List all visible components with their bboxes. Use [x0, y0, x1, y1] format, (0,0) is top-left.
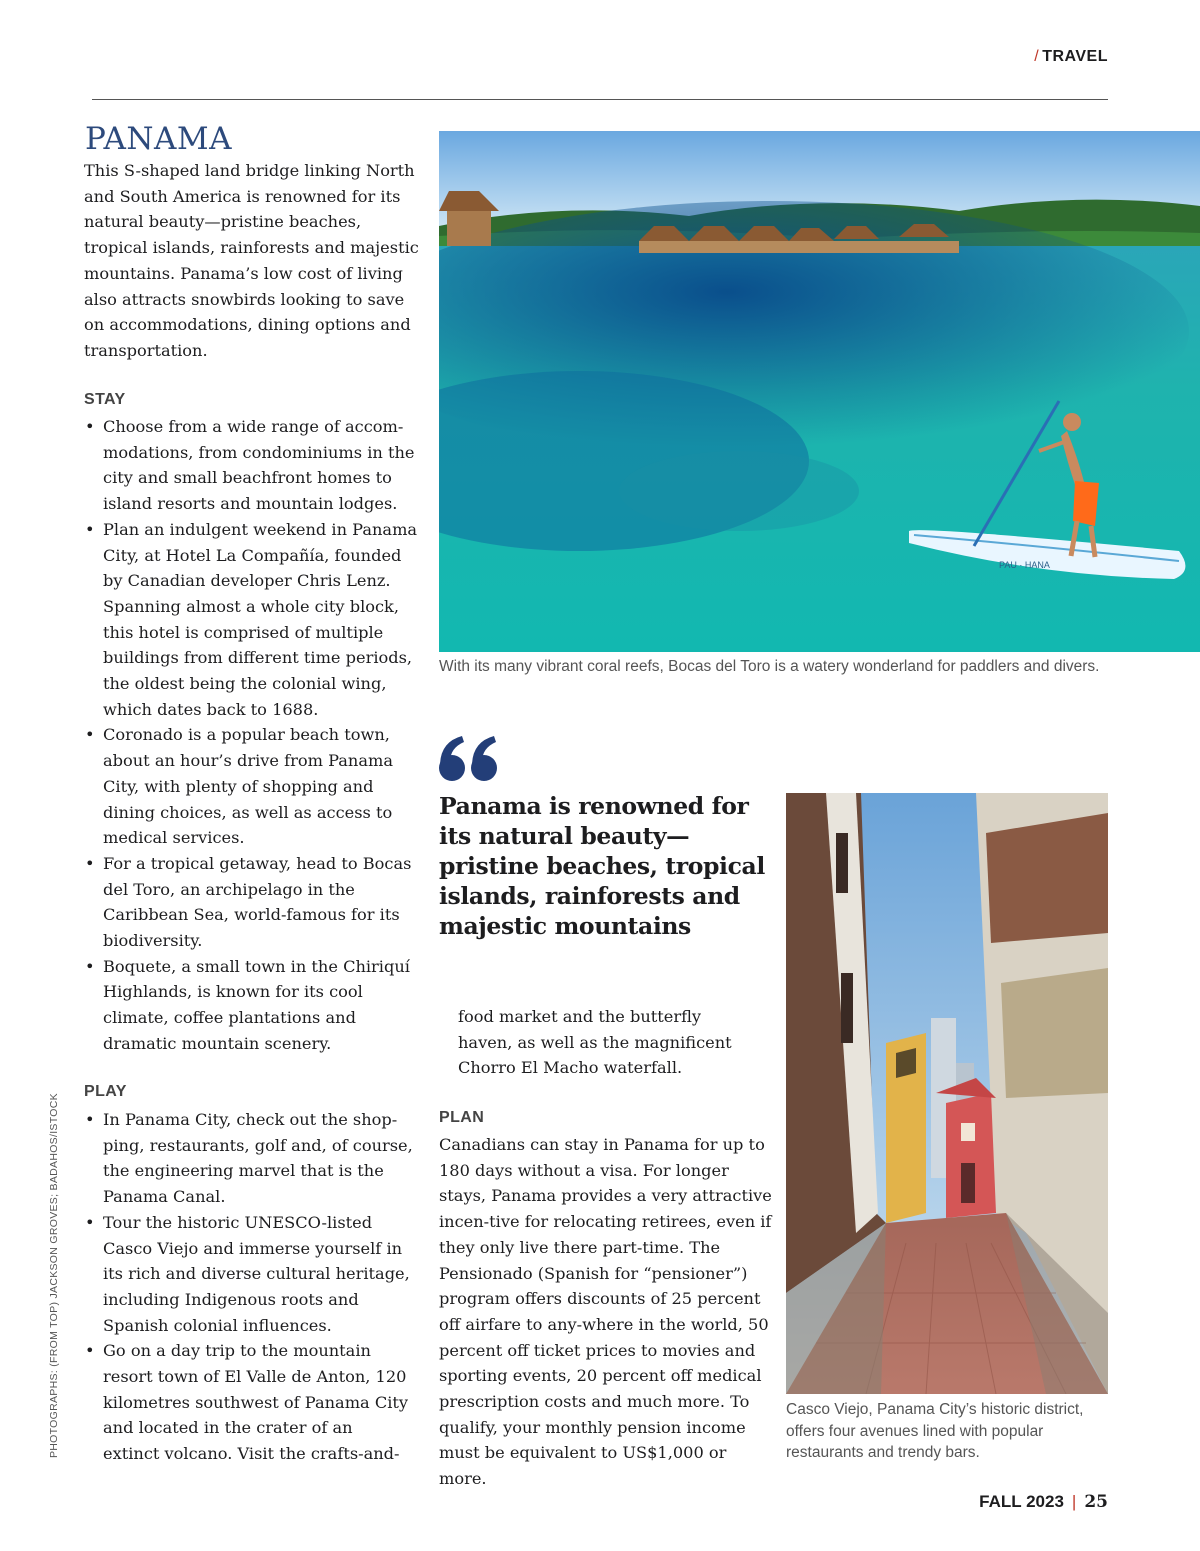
footer-separator: |	[1071, 1492, 1077, 1511]
list-item: • In Panama City, check out the shop-ping, restaurants, golf and, of course, the engineering marvel that is the Panama Canal.	[84, 1107, 414, 1210]
list-item: • For a tropical getaway, head to Bocas del Toro, an archipelago in the Caribbean Sea, world-famous for its biodiversity.	[84, 851, 424, 954]
list-item: • Boquete, a small town in the Chiriquí Highlands, is known for its cool climate, coffee plantations and dramatic mountain scenery.	[84, 954, 424, 1057]
article-intro: This S-shaped land bridge linking North and South America is renowned for its natural beauty—pristine beaches, tropical islands, rainforests and majestic mountains. Panama’s low cost of living also attracts snowbirds looking to save on accommodations, dining options and transportation.	[84, 161, 419, 360]
play-list	[84, 1107, 414, 1467]
list-item: • Choose from a wide range of accom-modations, from condominiums in the city and small beachfront homes to island resorts and mountain lodges.	[84, 414, 424, 517]
list-item: • Plan an indulgent weekend in Panama City, at Hotel La Compañía, founded by Canadian developer Chris Lenz. Spanning almost a whole city block, this hotel is comprised of multiple buildings from different time periods, the oldest being the colonial wing, which dates back to 1688.	[84, 517, 424, 723]
plan-heading: PLAN	[439, 1109, 485, 1126]
list-item: • Coronado is a popular beach town, about an hour’s drive from Panama City, with plenty of shopping and dining choices, as well as access to medical services.	[84, 722, 424, 851]
stay-list	[84, 414, 424, 1057]
stay-heading: STAY	[84, 391, 126, 408]
page-footer	[979, 1492, 1108, 1512]
list-item: • Go on a day trip to the mountain resort town of El Valle de Anton, 120 kilometres southwest of Panama City and located in the crater of an extinct volcano. Visit the crafts-and-	[84, 1338, 414, 1467]
section-slash: /	[1034, 48, 1040, 65]
play-heading: PLAY	[84, 1083, 127, 1100]
section-name: TRAVEL	[1042, 48, 1108, 65]
play-continued-text: food market and the butterfly haven, as well as the magnificent Chorro El Macho waterfall.	[458, 1007, 732, 1078]
paddleboard-photo	[439, 131, 1200, 652]
page-number: 25	[1084, 1492, 1108, 1512]
plan-text: Canadians can stay in Panama for up to 180 days without a visa. For longer stays, Panama provides a very attractive incen-tive for relocating retirees, even if they only live there part-time. The Pensionado (Spanish for “pensioner”) program offers discounts of 25 percent off airfare to any-where in the world, 50 percent off ticket prices to movies and sporting events, 20 percent off medical prescription costs and much more. To qualify, your monthly pension income must be equivalent to US$1,000 or more.	[439, 1135, 772, 1489]
issue-label: FALL 2023	[979, 1492, 1064, 1511]
board-label: PAU · HANA	[999, 560, 1050, 570]
section-label	[1034, 48, 1108, 66]
photo-credit: PHOTOGRAPHS: (FROM TOP) JACKSON GROVES; BADAHOS/ISTOCK	[48, 1093, 60, 1458]
play-continued	[439, 1004, 759, 1081]
quote-mark-icon	[438, 732, 500, 788]
article-title: PANAMA	[85, 121, 233, 157]
casco-viejo-photo	[786, 793, 1108, 1394]
street-photo-caption: Casco Viejo, Panama City’s historic district, offers four avenues lined with popular restaurants and trendy bars.	[786, 1401, 1084, 1461]
pull-quote: Panama is renowned for its natural beauty—pristine beaches, tropical islands, rainforests and majestic mountains	[439, 792, 765, 940]
list-item: • Tour the historic UNESCO-listed Casco Viejo and immerse yourself in its rich and diverse cultural heritage, including Indigenous roots and Spanish colonial influences.	[84, 1210, 414, 1339]
header-rule	[92, 99, 1108, 100]
top-photo-caption: With its many vibrant coral reefs, Bocas del Toro is a watery wonderland for paddlers and divers.	[439, 658, 1100, 675]
